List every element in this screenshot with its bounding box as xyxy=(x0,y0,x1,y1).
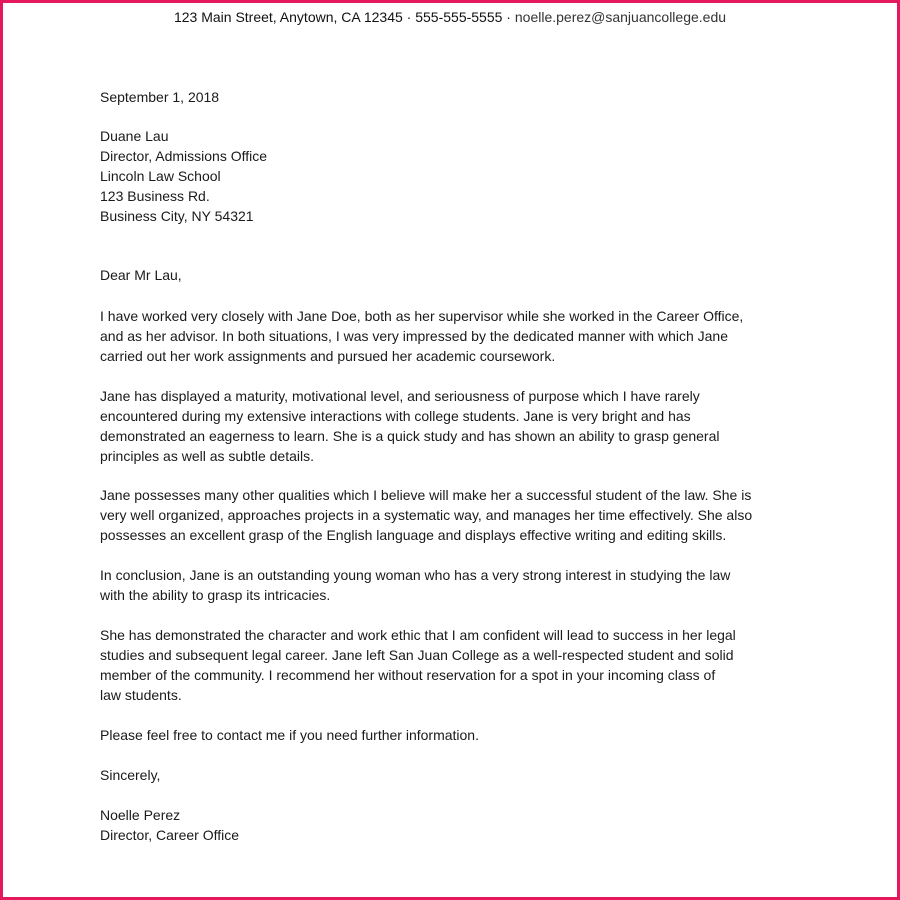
recipient-title: Director, Admissions Office xyxy=(100,148,268,164)
body-line: law students. xyxy=(100,687,182,703)
body-line: Please feel free to contact me if you need further information. xyxy=(100,727,479,743)
body-line: very well organized, approaches projects in a systematic way, and manages her time effectively. She also xyxy=(100,507,753,523)
header-email: noelle.perez@sanjuancollege.edu xyxy=(514,9,727,25)
letter-date: September 1, 2018 xyxy=(100,89,220,105)
recipient-name: Duane Lau xyxy=(100,128,169,144)
header-phone: 555-555-5555 xyxy=(415,9,503,25)
header-separator: · xyxy=(402,9,416,25)
closing: Sincerely, xyxy=(100,767,161,783)
body-line: I have worked very closely with Jane Doe, both as her supervisor while she worked in the Career Office, xyxy=(100,308,744,324)
body-line: Jane has displayed a maturity, motivational level, and seriousness of purpose which I have rarely xyxy=(100,388,700,404)
body-line: with the ability to grasp its intricacies. xyxy=(100,587,331,603)
contact-header xyxy=(0,7,900,27)
body-line: principles as well as subtle details. xyxy=(100,448,314,464)
body-line: She has demonstrated the character and work ethic that I am confident will lead to success in her legal xyxy=(100,627,736,643)
body-line: Jane possesses many other qualities which I believe will make her a successful student of the law. She is xyxy=(100,487,752,503)
recipient-city: Business City, NY 54321 xyxy=(100,208,254,224)
body-line: studies and subsequent legal career. Jane left San Juan College as a well-respected student and solid xyxy=(100,647,734,663)
signature-title: Director, Career Office xyxy=(100,827,240,843)
body-line: carried out her work assignments and pursued her academic coursework. xyxy=(100,348,556,364)
signature-name: Noelle Perez xyxy=(100,807,181,823)
header-address: 123 Main Street, Anytown, CA 12345 xyxy=(173,9,403,25)
body-line: possesses an excellent grasp of the English language and displays effective writing and editing skills. xyxy=(100,527,727,543)
recipient-organization: Lincoln Law School xyxy=(100,168,221,184)
header-separator: · xyxy=(502,9,515,25)
salutation: Dear Mr Lau, xyxy=(100,267,182,283)
body-line: and as her advisor. In both situations, I was very impressed by the dedicated manner with which Jane xyxy=(100,328,729,344)
body-line: encountered during my extensive interactions with college students. Jane is very bright and has xyxy=(100,408,691,424)
body-line: member of the community. I recommend her without reservation for a spot in your incoming class of xyxy=(100,667,716,683)
body-line: In conclusion, Jane is an outstanding young woman who has a very strong interest in studying the law xyxy=(100,567,731,583)
recipient-street: 123 Business Rd. xyxy=(100,188,210,204)
body-line: demonstrated an eagerness to learn. She is a quick study and has shown an ability to grasp general xyxy=(100,428,720,444)
